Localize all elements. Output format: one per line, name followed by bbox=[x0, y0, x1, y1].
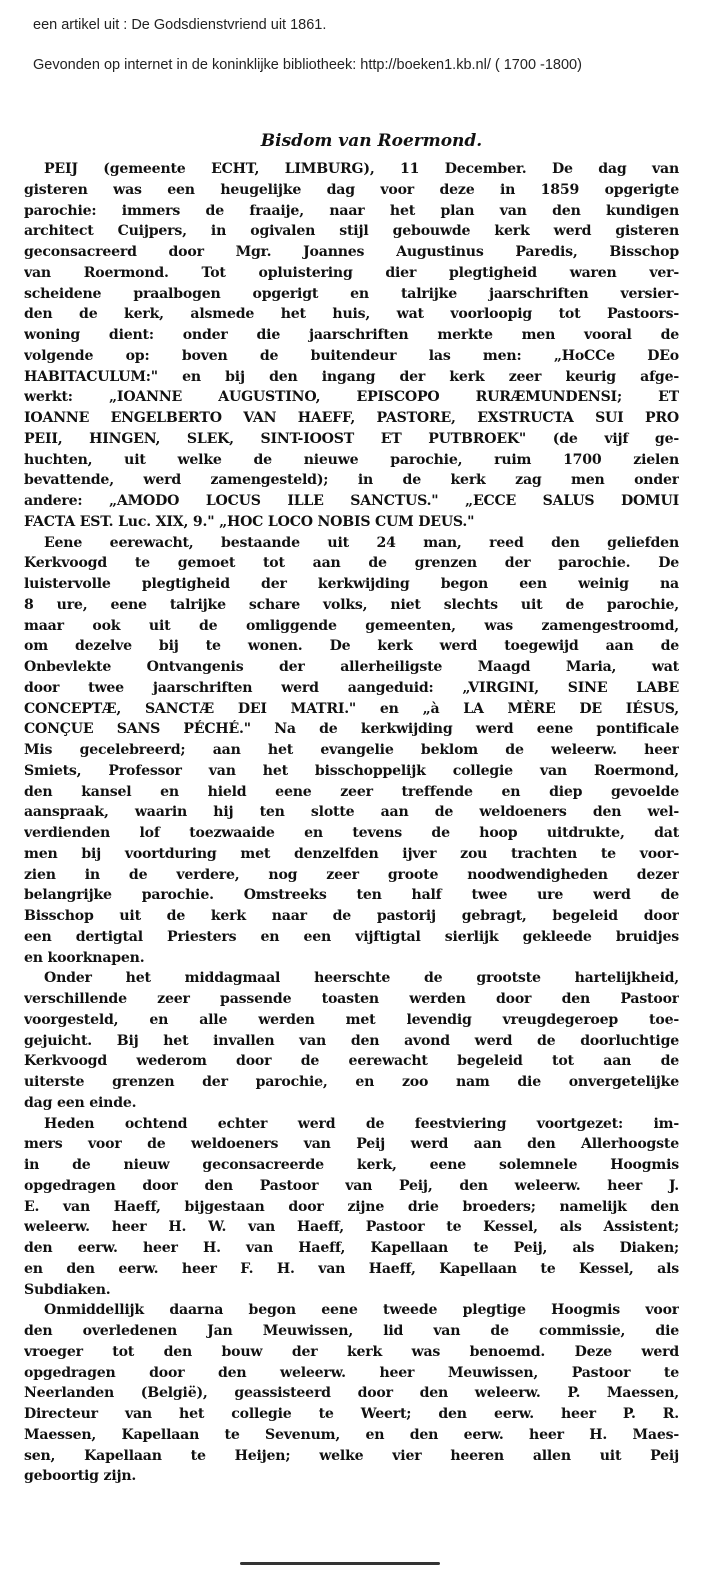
text-line: vroeger tot den bouw der kerk was benoemd. Deze werd bbox=[24, 1343, 679, 1360]
text-line: FACTA EST. Luc. XIX, 9." „HOC LOCO NOBIS CUM DEUS." bbox=[24, 513, 475, 530]
text-line: HABITACULUM:" en bij den ingang der kerk zeer keurig afge- bbox=[24, 368, 679, 385]
text-line: woning dient: onder die jaarschriften merkte men vooral de bbox=[24, 327, 679, 343]
text-line: belangrijke parochie. Omstreeks ten half twee ure werd de bbox=[24, 887, 679, 904]
text-line: men bij voortduring met denzelfden ijver zou trachten te voor- bbox=[24, 845, 679, 862]
text-line: geboortig zijn. bbox=[24, 1468, 137, 1485]
text-line: geconsacreerd door Mgr. Joannes Augustinus Paredis, Bisschop bbox=[24, 244, 679, 260]
text-line: maar ook uit de omliggende gemeenten, was zamengestroomd, bbox=[24, 617, 679, 634]
text-line: een dertigtal Priesters en een vijftigtal sierlijk gekleede bruidjes bbox=[24, 928, 679, 945]
text-line: in de nieuw geconsacreerde kerk, eene solemnele Hoogmis bbox=[24, 1157, 679, 1173]
text-line: Maessen, Kapellaan te Sevenum, en den eerw. heer H. Maes- bbox=[24, 1426, 679, 1443]
source-note-url: Gevonden op internet in de koninklijke bibliotheek: http://boeken1.kb.nl/ ( 1700 -1800) bbox=[33, 57, 582, 73]
article-title: Bisdom van Roermond. bbox=[260, 131, 483, 151]
text-line: den de kerk, alsmede het huis, wat voorloopig tot Pastoors- bbox=[24, 306, 679, 323]
text-line: voorgesteld, en alle werden met levendig vreugdegeroep toe- bbox=[24, 1011, 679, 1028]
text-line: Onder het middagmaal heerschte de grootste hartelijkheid, bbox=[44, 970, 679, 987]
text-line: dag een einde. bbox=[24, 1094, 137, 1111]
text-line: den kansel en hield eene zeer treffende en diep gevoelde bbox=[24, 783, 679, 800]
text-line: 8 ure, eene talrijke schare volks, niet slechts uit de parochie, bbox=[24, 596, 679, 613]
text-line: CONCEPTÆ, SANCTÆ DEI MATRI." en „à LA MÈRE DE IÉSUS, bbox=[24, 700, 679, 717]
source-note-title: een artikel uit : De Godsdienstvriend uit 1861. bbox=[33, 17, 327, 33]
text-line: PEIJ (gemeente ECHT, LIMBURG), 11 December. De dag van bbox=[44, 161, 679, 177]
article-scan bbox=[24, 128, 679, 1487]
text-line: Mis gecelebreerd; aan het evangelie beklom de weleerw. heer bbox=[24, 742, 679, 758]
text-line: Smiets, Professor van het bisschoppelijk collegie van Roermond, bbox=[24, 762, 679, 779]
text-line: verdienden lof toezwaaide en tevens de hoop uitdrukte, dat bbox=[24, 825, 679, 841]
text-line: volgende op: boven de buitendeur las men: „HoCCe DEo bbox=[24, 347, 679, 364]
text-line: mers voor de weldoeners van Peij werd aan den Allerhoogste bbox=[24, 1136, 679, 1153]
text-line: IOANNE ENGELBERTO VAN HAEFF, PASTORE, EXSTRUCTA SUI PRO bbox=[24, 410, 679, 426]
text-line: andere: „AMODO LOCUS ILLE SANCTUS." „ECCE SALUS DOMUI bbox=[24, 493, 679, 509]
paragraph-1 bbox=[24, 159, 679, 533]
text-line: sen, Kapellaan te Heijen; welke vier heeren allen uit Peij bbox=[24, 1447, 679, 1464]
paragraph-5 bbox=[24, 1300, 679, 1487]
text-line: CONÇUE SANS PÉCHÉ." Na de kerkwijding werd eene pontificale bbox=[24, 721, 679, 738]
text-line: gisteren was een heugelijke dag voor deze in 1859 opgerigte bbox=[24, 181, 679, 198]
paragraph-3 bbox=[24, 968, 679, 1113]
text-line: Bisschop uit de kerk naar de pastorij gebragt, begeleid door bbox=[24, 908, 679, 924]
text-line: scheidene praalbogen opgerigt en talrijke jaarschriften versier- bbox=[24, 285, 679, 302]
text-line: opgedragen door den weleerw. heer Meuwissen, Pastoor te bbox=[24, 1364, 679, 1381]
text-line: parochie: immers de fraaije, naar het plan van den kundigen bbox=[24, 202, 679, 219]
text-line: architect Cuijpers, in ogivalen stijl gebouwde kerk werd gisteren bbox=[24, 223, 679, 240]
paragraph-2 bbox=[24, 533, 679, 969]
text-line: Onbevlekte Ontvangenis der allerheiligste Maagd Maria, wat bbox=[24, 659, 679, 675]
text-line: zien in de verdere, nog zeer groote noodwendigheden dezer bbox=[24, 866, 679, 883]
text-line: gejuicht. Bij het invallen van den avond werd de doorluchtige bbox=[24, 1032, 679, 1049]
text-line: den overledenen Jan Meuwissen, lid van de commissie, die bbox=[24, 1323, 679, 1339]
text-line: en koorknapen. bbox=[24, 949, 145, 966]
text-line: E. van Haeff, bijgestaan door zijne drie broeders; namelijk den bbox=[24, 1198, 679, 1215]
text-line: Kerkvoogd wederom door de eerewacht begeleid tot aan de bbox=[24, 1053, 679, 1070]
text-line: den eerw. heer H. van Haeff, Kapellaan te Peij, als Diaken; bbox=[24, 1240, 679, 1256]
text-line: Subdiaken. bbox=[24, 1281, 111, 1298]
text-line: van Roermond. Tot opluistering dier plegtigheid waren ver- bbox=[24, 264, 679, 281]
text-line: Onmiddellijk daarna begon eene tweede plegtige Hoogmis voor bbox=[44, 1302, 679, 1319]
text-line: verschillende zeer passende toasten werden door den Pastoor bbox=[24, 991, 679, 1007]
text-line: luistervolle plegtigheid der kerkwijding begon een weinig na bbox=[24, 576, 679, 592]
text-line: opgedragen door den Pastoor van Peij, den weleerw. heer J. bbox=[24, 1177, 679, 1194]
text-line: PEII, HINGEN, SLEK, SINT-IOOST ET PUTBROEK" (de vijf ge- bbox=[24, 430, 679, 447]
text-line: Eene eerewacht, bestaande uit 24 man, reed den geliefden bbox=[44, 534, 679, 551]
text-line: uiterste grenzen der parochie, en zoo nam die onvergetelijke bbox=[24, 1074, 679, 1090]
text-line: Neerlanden (België), geassisteerd door den weleerw. P. Maessen, bbox=[24, 1385, 679, 1402]
text-line: werkt: „IOANNE AUGUSTINO, EPISCOPO RURÆMUNDENSI; ET bbox=[24, 389, 679, 406]
text-line: Kerkvoogd te gemoet tot aan de grenzen der parochie. De bbox=[24, 555, 679, 572]
text-line: door twee jaarschriften werd aangeduid: „VIRGINI, SINE LABE bbox=[24, 679, 679, 696]
paragraph-4 bbox=[24, 1114, 679, 1301]
closing-rule bbox=[240, 1562, 440, 1565]
text-line: huchten, uit welke de nieuwe parochie, ruim 1700 zielen bbox=[24, 451, 679, 468]
text-line: aanspraak, waarin hij ten slotte aan de weldoeners den wel- bbox=[24, 804, 679, 821]
text-line: om dezelve bij te wonen. De kerk werd toegewijd aan de bbox=[24, 638, 679, 655]
text-line: Heden ochtend echter werd de feestviering voortgezet: im- bbox=[44, 1115, 679, 1132]
text-line: Directeur van het collegie te Weert; den eerw. heer P. R. bbox=[24, 1406, 679, 1422]
text-line: weleerw. heer H. W. van Haeff, Pastoor te Kessel, als Assistent; bbox=[24, 1219, 679, 1236]
text-line: en den eerw. heer F. H. van Haeff, Kapellaan te Kessel, als bbox=[24, 1260, 679, 1277]
text-line: bevattende, werd zamengesteld); in de kerk zag men onder bbox=[24, 472, 679, 489]
